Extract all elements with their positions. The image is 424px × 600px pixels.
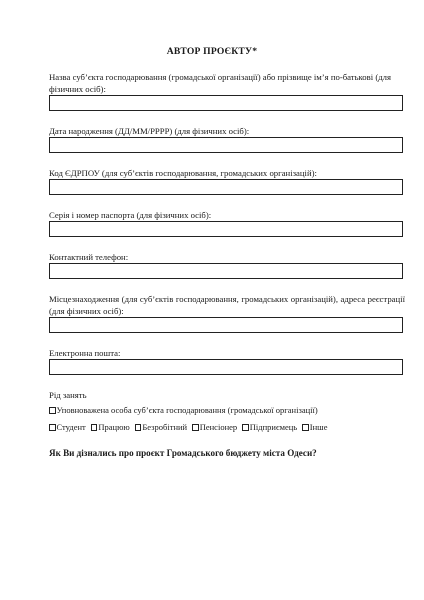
edrpou-code-field[interactable] <box>49 179 403 195</box>
phone-field[interactable] <box>49 263 403 279</box>
occupation-option-entrepreneur[interactable]: Підприємець <box>242 422 297 433</box>
edrpou-code-label: Код ЄДРПОУ (для суб’єктів господарювання, громадських організацій): <box>49 168 317 178</box>
checkbox-icon[interactable] <box>302 424 309 431</box>
email-label: Електронна пошта: <box>49 348 121 358</box>
checkbox-icon[interactable] <box>49 424 56 431</box>
checkbox-icon[interactable] <box>91 424 98 431</box>
address-field[interactable] <box>49 317 403 333</box>
occupation-row-1 <box>49 405 321 416</box>
name-label: Назва суб’єкта господарювання (громадської організації) або прізвище ім’я по-батькові (для фізичних осіб): <box>49 72 391 94</box>
passport-label: Серія і номер паспорта (для фізичних осіб): <box>49 210 212 220</box>
occupation-label: Рід занять <box>49 390 87 400</box>
checkbox-icon[interactable] <box>192 424 199 431</box>
occupation-option-authorized[interactable]: Уповноважена особа суб’єкта господарювання (громадської організації) <box>49 405 318 416</box>
email-field[interactable] <box>49 359 403 375</box>
occupation-option-other[interactable]: Інше <box>302 422 327 433</box>
address-label: Місцезнаходження (для суб’єктів господарювання, громадських організацій), адреса реєстрації (для фізичних осіб): <box>49 294 405 316</box>
source-question: Як Ви дізнались про проєкт Громадського бюджету міста Одеси? <box>49 448 317 458</box>
checkbox-icon[interactable] <box>135 424 142 431</box>
occupation-option-pensioner[interactable]: Пенсіонер <box>192 422 237 433</box>
birth-date-label: Дата народження (ДД/ММ/РРРР) (для фізичних осіб): <box>49 126 250 136</box>
occupation-row-2 <box>49 422 331 433</box>
form-title: АВТОР ПРОЄКТУ* <box>166 46 258 57</box>
occupation-option-student[interactable]: Студент <box>49 422 86 433</box>
phone-label: Контактний телефон: <box>49 252 129 262</box>
occupation-option-unemployed[interactable]: Безробітний <box>135 422 187 433</box>
checkbox-icon[interactable] <box>242 424 249 431</box>
occupation-option-employed[interactable]: Працюю <box>91 422 130 433</box>
checkbox-icon[interactable] <box>49 407 56 414</box>
passport-field[interactable] <box>49 221 403 237</box>
name-field[interactable] <box>49 95 403 111</box>
birth-date-field[interactable] <box>49 137 403 153</box>
